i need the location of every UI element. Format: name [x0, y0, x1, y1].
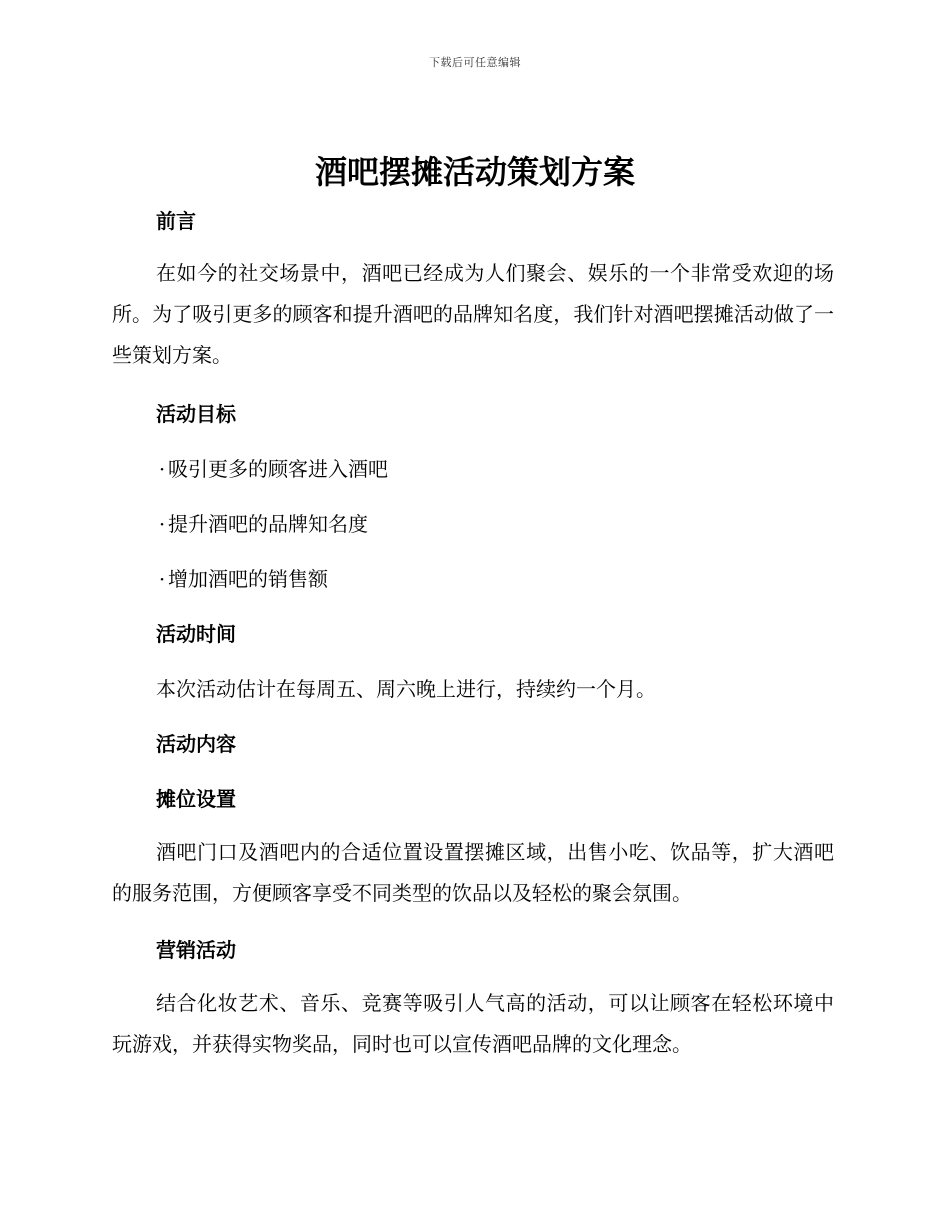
bullet-dot-icon: ·: [158, 457, 166, 481]
section-heading-preface: 前言: [156, 209, 196, 233]
time-paragraph: 本次活动估计在每周五、周六晚上进行，持续约一个月。: [156, 677, 656, 701]
bullet-dot-icon: ·: [158, 567, 166, 591]
section-heading-stall: 摊位设置: [156, 787, 236, 811]
marketing-paragraph: 结合化妆艺术、音乐、竞赛等吸引人气高的活动，可以让顾客在轻松环境中玩游戏，并获得实物奖品，同时也可以宣传酒吧品牌的文化理念。: [112, 991, 834, 1056]
list-item: [156, 565, 328, 593]
list-item-text: 吸引更多的顾客进入酒吧: [168, 457, 388, 481]
stall-paragraph: 酒吧门口及酒吧内的合适位置设置摆摊区域，出售小吃、饮品等，扩大酒吧的服务范围，方便顾客享受不同类型的饮品以及轻松的聚会氛围。: [112, 840, 834, 905]
preface-paragraph: 在如今的社交场景中，酒吧已经成为人们聚会、娱乐的一个非常受欢迎的场所。为了吸引更多的顾客和提升酒吧的品牌知名度，我们针对酒吧摆摊活动做了一些策划方案。: [112, 261, 834, 367]
list-item: [156, 510, 368, 538]
section-heading-time: 活动时间: [156, 622, 236, 646]
section-heading-goals: 活动目标: [156, 402, 236, 426]
section-heading-marketing: 营销活动: [156, 938, 236, 962]
document-title: 酒吧摆摊活动策划方案: [314, 153, 635, 191]
bullet-dot-icon: ·: [158, 512, 166, 536]
list-item: [156, 455, 388, 483]
section-heading-content: 活动内容: [156, 732, 236, 756]
list-item-text: 提升酒吧的品牌知名度: [168, 512, 368, 536]
page-header-note: 下载后可任意编辑: [429, 56, 521, 69]
list-item-text: 增加酒吧的销售额: [168, 567, 328, 591]
